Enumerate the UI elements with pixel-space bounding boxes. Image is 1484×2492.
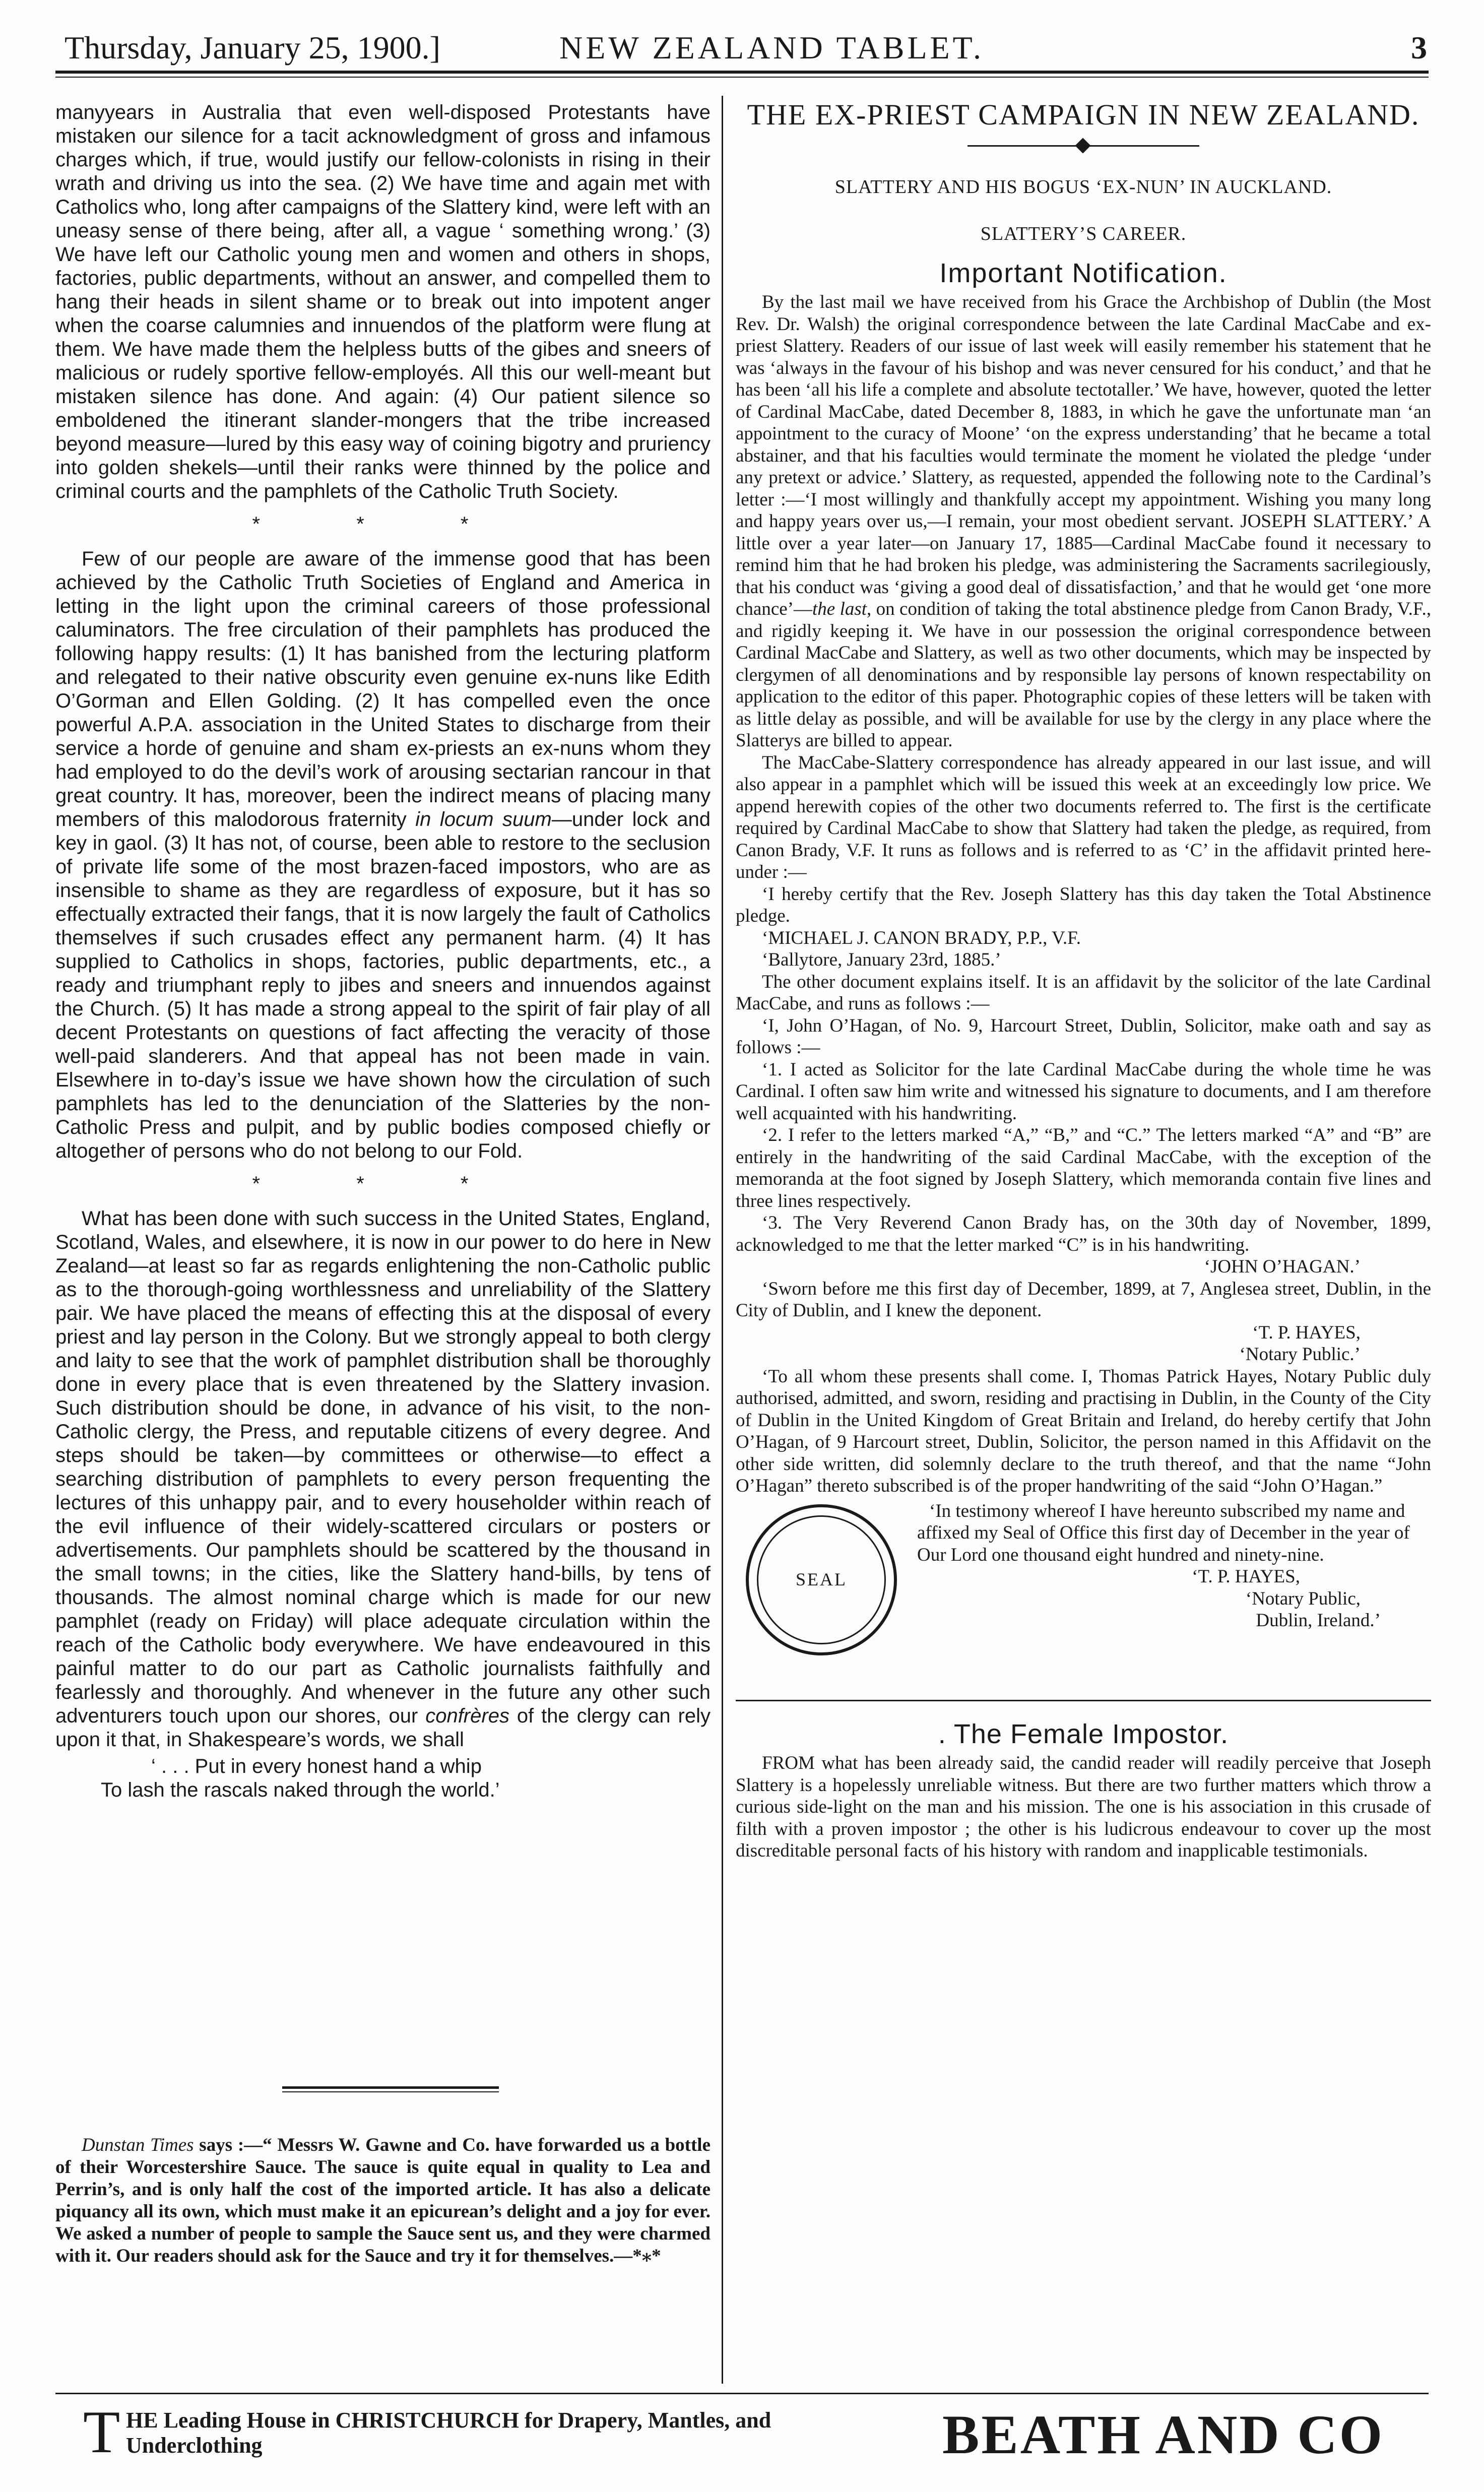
- affidavit-item-3: ‘3. The Very Reverend Canon Brady has, on the 30th day of November, 1899, acknowledged to me that the letter marked “C” is in his handwriting.: [736, 1212, 1431, 1255]
- text-run: What has been done with such success in the United States, England, Scotland, Wales, and elsewhere, it is now in our power to do here in New Zealand—at least so far as regards enlightening the non-Catholic public as to the thorough-going worthlessness and unreliability of the Slattery pair. We have placed the means of effecting this at the disposal of every priest and lay person in the Colony. But we strongly appeal to both clergy and laity to see that the work of pamphlet distribution shall be thoroughly done in every place that is even threatened by the Slattery invasion. Such distribution should be done, in advance of his visit, to the non-Catholic clergy, the Press, and reputable citizens of every degree. And steps should be taken—by committees or otherwise—to effect a searching distribution of pamphlets to every person frequenting the lectures of this unhappy pair, and to every householder within reach of the evil influence of their widely-scattered circulars or posters or advertisements. Our pamphlets should be scattered by the thousand in the small towns; in the cities, like the Slattery hand-bills, by tens of thousands. The almost nominal charge which is made for our new pamphlet (ready on Friday) will place adequate circulation within the reach of the Catholic body everywhere. We have endeavoured in this painful matter to do our part as Catholic journalists faithfully and fearlessly and thoroughly. And whenever in the future any other such adventurers touch upon our shores, our: [55, 1207, 711, 1727]
- page-number: 3: [1411, 30, 1427, 66]
- right-column: [736, 98, 1431, 1862]
- seal-label: SEAL: [796, 1569, 847, 1589]
- certificate-text: ‘I hereby certify that the Rev. Joseph Slattery has this day taken the Total Abstinence pledge.: [736, 883, 1431, 926]
- italic-run: confrères: [425, 1705, 509, 1727]
- italic-run: the last: [812, 599, 867, 619]
- text-run: By the last mail we have received from his Grace the Archbishop of Dublin (the Most Rev. Dr. Walsh) the original correspondence between the late Cardinal MacCabe and ex-priest Slattery. Readers of our issue of last week will easily remember his statement that he was ‘always in the favour of his bishop and was never censured for his conduct,’ and that he has been ‘all his life a complete and absolute tectotaller.’ We have, however, quoted the letter of Cardinal MacCabe, dated December 8, 1883, in which he gave the unfortunate man ‘an appointment to the curacy of Moone’ ‘on the express understanding’ that he became a total abstainer, and that his faculties would terminate the moment he violated the pledge ‘under any pretext or advice.’ Slattery, as requested, appended the following note to the Cardinal’s letter :—‘I most willingly and thankfully accept my appointment. Wishing you many long and happy years over us,—I remain, your most obedient servant. JOSEPH SLATTERY.’ A little over a year later—on January 17, 1885—Cardinal MacCabe found it necessary to remind him that he had broken his pledge, was administering the Sacraments sacrilegiously, that his conduct was ‘giving a good deal of dissatisfaction,’ and that he would get ‘one more chance’—: [736, 292, 1431, 619]
- sworn-statement: ‘Sworn before me this first day of December, 1899, at 7, Anglesea street, Dublin, in the City of Dublin, and I knew the deponent.: [736, 1278, 1431, 1321]
- issue-date: Thursday, January 25, 1900.]: [64, 30, 440, 66]
- affidavit-item-2: ‘2. I refer to the letters marked “A,” “B,” and “C.” The letters marked “A” and “B” are entirely in the handwriting of the said Cardinal MacCabe, with the exception of the memoranda at the foot signed by Joseph Slattery, which memoranda contain five lines and three lines respectively.: [736, 1125, 1431, 1211]
- article-title: THE EX-PRIEST CAMPAIGN IN NEW ZEALAND.: [747, 98, 1420, 131]
- source-name: Dunstan Times: [82, 2135, 194, 2155]
- ad-brand: BEATH AND CO: [942, 2404, 1385, 2465]
- testimony-title: ‘Notary Public,: [1245, 1588, 1361, 1609]
- seal-inner-circle: [757, 1515, 886, 1644]
- affidavit-item-1: ‘1. I acted as Solicitor for the late Cardinal MacCabe during the whole time he was Cardinal. I often saw him write and witnessed his signature to documents, and I am therefore well acquainted with his handwriting.: [736, 1059, 1431, 1124]
- notification-paragraph-1: [736, 291, 1431, 752]
- testimony-text: ‘In testimony whereof I have hereunto subscribed my name and affixed my Seal of Office this first day of December in the year of Our Lord one thousand eight hundred and ninety-nine.: [917, 1500, 1410, 1565]
- header-rule-thin: [55, 77, 1429, 78]
- diamond-ornament-icon: [1075, 138, 1090, 153]
- text-run: says :—“ Messrs W. Gawne and Co. have forwarded us a bottle of their Worcestershire Sauce. The sauce is quite equal in quality to Lea and Perrin’s, and is only half the cost of the imported article. It has also a delicate piquancy all its own, which must make it an epicurean’s delight and a joy for ever. We asked a number of people to sample the Sauce sent us, and they were charmed with it. Our readers should ask for the Sauce and try it for themselves.—*⁎*: [55, 2135, 711, 2266]
- footer-advertisement: [55, 2399, 1429, 2474]
- ad-line-1: HE Leading House in CHRISTCHURCH for Drapery, Mantles, and: [126, 2408, 771, 2433]
- section-stars: * * *: [252, 513, 514, 535]
- testimony-signature: ‘T. P. HAYES,: [1192, 1566, 1300, 1587]
- notification-heading: Important Notification.: [939, 258, 1228, 288]
- header-rule: [55, 71, 1429, 74]
- shakespeare-quote: [55, 1755, 711, 1802]
- affidavit-oath: ‘I, John O’Hagan, of No. 9, Harcourt Street, Dublin, Solicitor, make oath and say as follows :—: [736, 1015, 1431, 1058]
- affidavit-intro: The other document explains itself. It is an affidavit by the solicitor of the late Cardinal MacCabe, and runs as follows :—: [736, 971, 1431, 1014]
- drop-initial: T: [83, 2398, 120, 2465]
- article-subtitle: SLATTERY AND HIS BOGUS ‘EX-NUN’ IN AUCKLAND.: [834, 176, 1332, 198]
- text-run: —under lock and key in gaol. (3) It has not, of course, been able to restore to the seclusion of private life some of the most brazen-faced impostors, who are as insensible to shame as they are regardless of exposure, but it has so effectually extracted their fangs, that it is now largely the fault of Catholics themselves if such crusades effect any permanent harm. (4) It has supplied to Catholics in shops, factories, public departments, etc., a ready and triumphant reply to jibes and sneers and innuendos against the Church. (5) It has made a strong appeal to the spirit of fair play of all decent Protestants on questions of fact affecting the veracity of those well-paid slanderers. And that appeal has not been made in vain. Elsewhere in to-day’s issue we have shown how the circulation of such pamphlets has led to the denunciation of the Slatteries by the non-Catholic Press and pulpit, and by public bodies composed chiefly or altogether of persons who do not belong to our Fold.: [55, 808, 711, 1162]
- section-rule-thin: [282, 2091, 499, 2092]
- footer-rule: [55, 2393, 1429, 2394]
- ad-left: [83, 2398, 932, 2465]
- affidavit-signature: ‘JOHN O’HAGAN.’: [1204, 1256, 1361, 1277]
- seal-circle: [746, 1504, 897, 1655]
- sworn-title: ‘Notary Public.’: [1239, 1344, 1361, 1365]
- column-divider: [722, 96, 723, 2384]
- dunstan-times-item: [55, 2134, 711, 2267]
- italic-run: in locum suum: [415, 808, 552, 830]
- section-rule: [282, 2086, 499, 2089]
- notification-paragraph-2: The MacCabe-Slattery correspondence has already appeared in our last issue, and will also appear in a pamphlet which will be issued this week at an exceedingly low price. We append herewith copies of the other two documents referred to. The first is the certificate required by Cardinal MacCabe to show that Slattery had taken the pledge, as required, from Canon Brady, V.F. It runs as follows and is referred to as ‘C’ in the affidavit printed here-under :—: [736, 752, 1431, 882]
- testimony-location: Dublin, Ireland.’: [1256, 1610, 1381, 1631]
- ad-line-2: Underclothing: [126, 2433, 263, 2458]
- page-header: [55, 29, 1429, 70]
- notary-certificate: ‘To all whom these presents shall come. I, Thomas Patrick Hayes, Notary Public duly authorised, admitted, and sworn, residing and practising in Dublin, in the County of the City of Dublin in the United Kingdom of Great Britain and Ireland, do hereby certify that John O’Hagan, of 9 Harcourt street, Dublin, Solicitor, the person named in this Affidavit on the other side written, did solemnly declare to the truth thereof, and that the name “John O’Hagan” thereto subscribed is of the proper handwriting of the said “John O’Hagan.”: [736, 1366, 1431, 1496]
- text-run: , on condition of taking the total abstinence pledge from Canon Brady, V.F., and rigidly keeping it. We have in our possession the original correspondence between Cardinal MacCabe and Slattery, as well as two other documents, which may be inspected by clergymen of all denominations and by responsible lay persons of known respectability on application to the editor of this paper. Photographic copies of these letters will be taken with as little delay as possible, and will be available for use by the clergy in any place where the Slatterys are billed to appear.: [736, 599, 1431, 751]
- left-paragraph-1: manyyears in Australia that even well-disposed Protestants have mistaken our silence for a tacit acknowledgment of gross and infamous charges which, if true, would justify our fellow-colonists in rising in their wrath and driving us into the sea. (2) We have time and again met with Catholics who, long after campaigns of the Slattery kind, were left with an uneasy sense of there being, after all, a vague ‘ something wrong.’ (3) We have left our Catholic young men and women and others in shops, factories, public departments, without an answer, and compelled them to hang their heads in silent shame or to break out into impotent anger when the coarse calumnies and innuendos of the platform were flung at them. We have made them the helpless butts of the gibes and sneers of malicious or rudely sportive fellow-employés. All this our well-meant but mistaken silence has done. And again: (4) Our patient silence so emboldened the itinerant slander-mongers that the tribe increased beyond measure—lured by this easy way of coining bigotry and pruriency into golden shekels—until their ranks were thinned by the police and criminal courts and the pamphlets of the Catholic Truth Society.: [55, 101, 711, 502]
- section-rule: [736, 1700, 1431, 1701]
- quote-line: To lash the rascals naked through the world.’: [101, 1779, 500, 1801]
- female-impostor-heading: . The Female Impostor.: [938, 1718, 1229, 1749]
- left-paragraph-2: [55, 547, 711, 1163]
- section-subtitle: SLATTERY’S CAREER.: [980, 223, 1187, 244]
- dunstan-paragraph: [55, 2134, 711, 2267]
- quote-line: ‘ . . . Put in every honest hand a whip: [151, 1755, 482, 1777]
- sworn-signature: ‘T. P. HAYES,: [1252, 1322, 1361, 1343]
- seal-block: [736, 1500, 1431, 1682]
- text-run: of the clergy can rely upon it that, in Shakespeare’s words, we shall: [55, 1705, 711, 1751]
- title-ornament: [736, 138, 1431, 153]
- female-impostor-paragraph: FROM what has been already said, the candid reader will readily perceive that Joseph Slattery is a hopelessly unreliable witness. But there are two further matters which throw a curious side-light on the man and his mission. The one is his association in this crusade of filth with a proven impostor ; the other is his ludicrous endeavour to cover up the most discreditable personal facts of his history with random and inapplicable testimonials.: [736, 1753, 1431, 1861]
- text-run: Few of our people are aware of the immense good that has been achieved by the Catholic Truth Societies of England and America in letting in the light upon the criminal careers of those professional caluminators. The free circulation of their pamphlets has produced the following happy results: (1) It has banished from the lecturing platform and relegated to their native obscurity even genuine ex-nuns like Edith O’Gorman and Ellen Golding. (2) It has compelled even the once powerful A.P.A. association in the United States to discharge from their service a horde of genuine and sham ex-priests an ex-nuns whom they had employed to do the devil’s work of arousing sectarian rancour in that great country. It has, moreover, been the indirect means of placing many members of this malodorous fraternity: [55, 548, 711, 830]
- testimony-block: [917, 1500, 1431, 1632]
- section-stars: * * *: [252, 1173, 514, 1195]
- certificate-signature: ‘MICHAEL J. CANON BRADY, P.P., V.F.: [762, 927, 1081, 948]
- left-column: [55, 101, 711, 1802]
- certificate-place: ‘Ballytore, January 23rd, 1885.’: [762, 949, 1001, 970]
- masthead: NEW ZEALAND TABLET.: [559, 30, 984, 66]
- left-paragraph-3: [55, 1207, 711, 1752]
